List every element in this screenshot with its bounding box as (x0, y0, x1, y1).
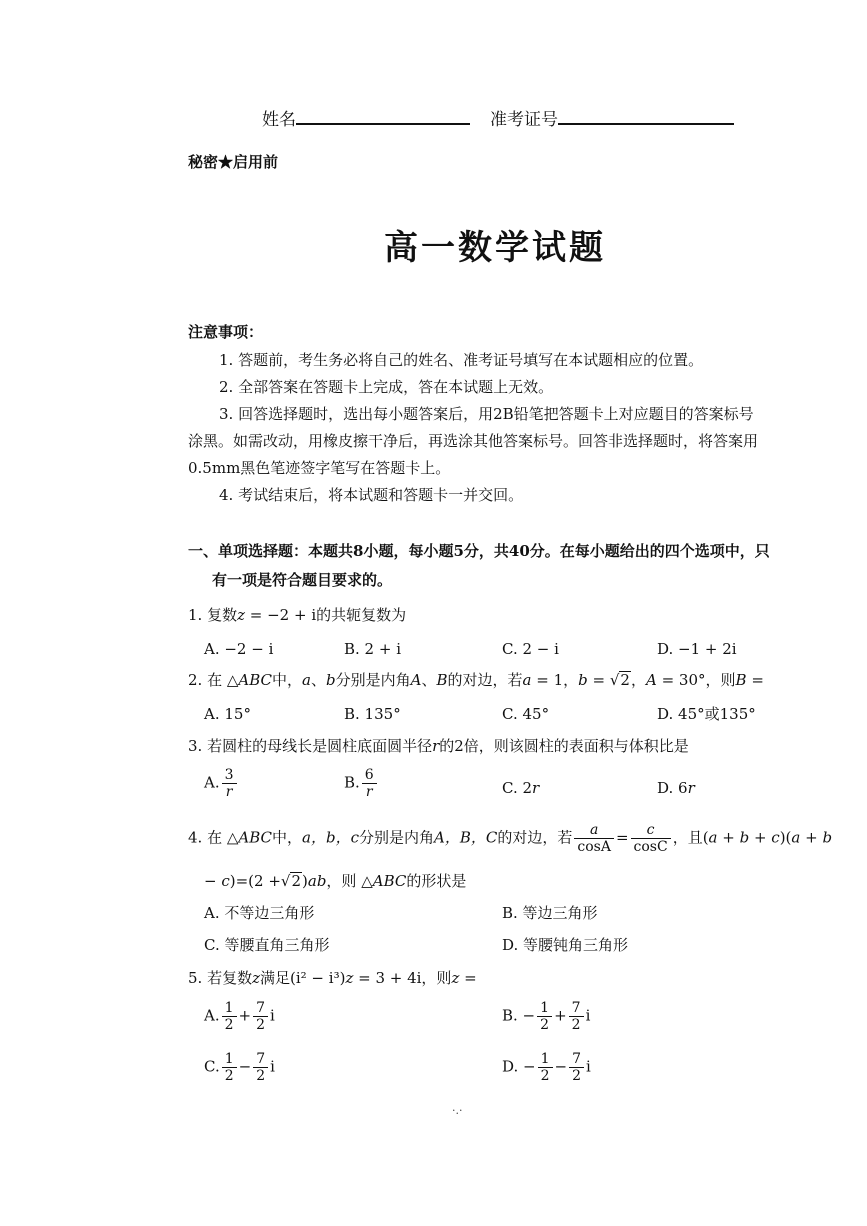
notice-item: 3. 回答选择题时，选出每小题答案后，用2B铅笔把答题卡上对应题目的答案标号 (219, 405, 754, 423)
notice-item: 0.5mm黑色笔迹签字笔写在答题卡上。 (188, 459, 451, 477)
q4-option-b[interactable]: B. 等边三角形 (502, 904, 598, 922)
q3-option-c[interactable]: C. 2r (502, 779, 540, 797)
q2-option-c[interactable]: C. 45° (502, 705, 550, 723)
fraction: $\frac{a}{\cos A}$ (574, 822, 614, 855)
question-3-stem: 3. 若圆柱的母线长是圆柱底面圆半径r的2倍，则该圆柱的表面积与体积比是 (188, 737, 689, 755)
notice-item: 2. 全部答案在答题卡上完成，答在本试题上无效。 (219, 378, 554, 396)
fraction: $\frac{c}{\cos C}$ (631, 822, 671, 855)
q2-option-a[interactable]: A. 15° (204, 705, 251, 723)
question-1-stem: 1. 复数z = −2 + i的共轭复数为 (188, 606, 407, 624)
question-4-stem: 4. 在 △ABC中，a，b，c分别是内角A，B，C的对边，若 $\frac{a}{\cos A}$ = $\frac{c}{\cos C}$ ，且(a + b + c)(a + b (188, 822, 833, 855)
name-blank[interactable] (296, 107, 470, 125)
fraction: $\frac{7}{2}$ (569, 1000, 584, 1033)
q2-option-b[interactable]: B. 135° (344, 705, 401, 723)
exam-id-blank[interactable] (558, 107, 734, 125)
notice-item: 4. 考试结束后，将本试题和答题卡一并交回。 (219, 486, 524, 504)
fraction: $\frac{7}{2}$ (569, 1051, 584, 1084)
fraction: $\frac{1}{2}$ (537, 1000, 552, 1033)
q1-option-a[interactable]: A. −2 − i (204, 640, 274, 658)
q5-option-c[interactable]: C. $\frac{1}{2}$ − $\frac{7}{2}$ i (204, 1051, 275, 1084)
q3-option-b[interactable]: B. $\frac{6}{r}$ (344, 767, 379, 800)
q3-option-d[interactable]: D. 6r (657, 779, 695, 797)
q4-option-d[interactable]: D. 等腰钝角三角形 (502, 936, 629, 954)
q1-option-b[interactable]: B. 2 + i (344, 640, 402, 658)
fraction: $\frac{7}{2}$ (253, 1051, 268, 1084)
q1-option-c[interactable]: C. 2 − i (502, 640, 559, 658)
q5-option-d[interactable]: D. − $\frac{1}{2}$ − $\frac{7}{2}$ i (502, 1051, 591, 1084)
fraction: $\frac{1}{2}$ (222, 1000, 237, 1033)
page-title: 高一数学试题 (384, 228, 606, 268)
section-heading: 一、单项选择题：本题共8小题，每小题5分，共40分。在每小题给出的四个选项中，只 (188, 542, 770, 560)
notice-heading: 注意事项： (188, 323, 264, 341)
q1-option-d[interactable]: D. −1 + 2i (657, 640, 737, 658)
secret-mark: 秘密★启用前 (188, 153, 279, 171)
fraction: $\frac{1}{2}$ (538, 1051, 553, 1084)
fraction: $\frac{6}{r}$ (362, 767, 377, 800)
fraction: $\frac{1}{2}$ (222, 1051, 237, 1084)
q2-option-d[interactable]: D. 45°或135° (657, 705, 756, 723)
notice-item: 涂黑。如需改动，用橡皮擦干净后，再选涂其他答案标号。回答非选择题时，将答案用 (188, 432, 759, 450)
q4-option-a[interactable]: A. 不等边三角形 (204, 904, 315, 922)
exam-id-label: 准考证号 (490, 107, 734, 130)
question-4-stem-cont: − c)=(2 +√2)ab，则 △ABC的形状是 (204, 872, 467, 890)
q3-option-a[interactable]: A. $\frac{3}{r}$ (204, 767, 239, 800)
q4-option-c[interactable]: C. 等腰直角三角形 (204, 936, 330, 954)
page-footer-mark: ·.· (452, 1104, 463, 1117)
q5-option-a[interactable]: A. $\frac{1}{2}$ + $\frac{7}{2}$ i (204, 1000, 275, 1033)
name-label: 姓名 (262, 107, 470, 130)
q5-option-b[interactable]: B. − $\frac{1}{2}$ + $\frac{7}{2}$ i (502, 1000, 591, 1033)
section-heading-cont: 有一项是符合题目要求的。 (212, 571, 393, 589)
notice-item: 1. 答题前，考生务必将自己的姓名、准考证号填写在本试题相应的位置。 (219, 351, 704, 369)
fraction: $\frac{3}{r}$ (222, 767, 237, 800)
question-2-stem: 2. 在 △ABC中，a、b分别是内角A、B的对边，若a = 1，b = √2，A = 30°，则B = (188, 671, 764, 689)
question-5-stem: 5. 若复数z满足(i² − i³)z = 3 + 4i，则z = (188, 969, 477, 987)
fraction: $\frac{7}{2}$ (253, 1000, 268, 1033)
